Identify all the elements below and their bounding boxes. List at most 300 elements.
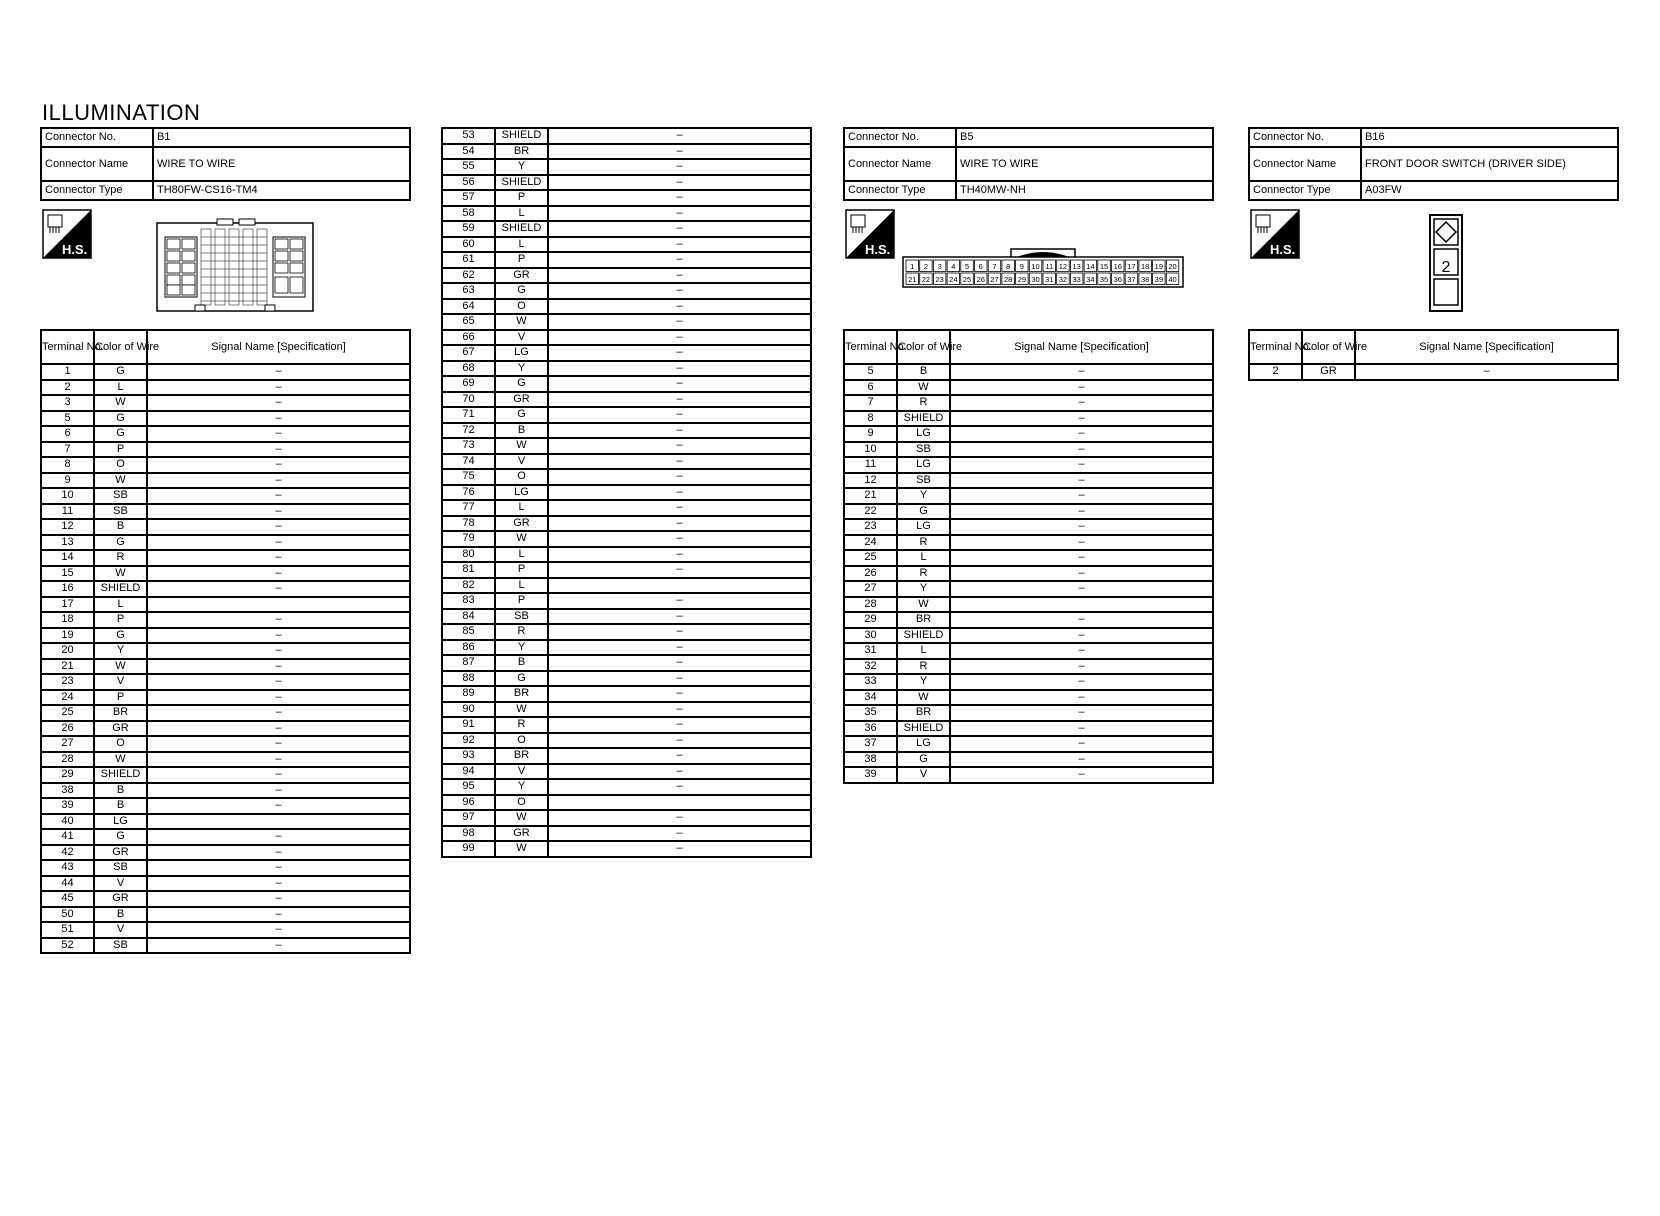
wire-color-cell: L — [495, 578, 548, 594]
signal-name-cell: – — [548, 361, 811, 377]
wire-color-cell: G — [495, 407, 548, 423]
terminal-no-cell: 84 — [442, 609, 495, 625]
b5-pin-label: 29 — [1017, 275, 1027, 284]
signal-name-cell: – — [147, 612, 410, 628]
terminal-no-cell: 10 — [41, 488, 94, 504]
table-row — [41, 535, 410, 551]
harness-side-icon — [845, 209, 895, 259]
wire-color-cell: L — [897, 550, 950, 566]
table-row — [844, 504, 1213, 520]
wire-color-cell: SHIELD — [495, 221, 548, 237]
connector-no-value: B1 — [153, 128, 410, 147]
wire-color-cell: SB — [495, 609, 548, 625]
table-row — [41, 938, 410, 954]
signal-name-cell: – — [548, 516, 811, 532]
table-row — [442, 438, 811, 454]
wire-color-cell: GR — [1302, 364, 1355, 380]
table-row — [442, 516, 811, 532]
wire-color-cell: B — [94, 907, 147, 923]
signal-name-cell: – — [548, 345, 811, 361]
b5-pin-label: 28 — [1003, 275, 1013, 284]
connector-b1-continued-section — [441, 127, 812, 858]
terminal-no-cell: 81 — [442, 562, 495, 578]
table-row — [442, 624, 811, 640]
wire-color-cell: B — [94, 519, 147, 535]
signal-name-cell: – — [548, 407, 811, 423]
terminal-no-cell: 50 — [41, 907, 94, 923]
wire-color-cell: GR — [94, 845, 147, 861]
signal-name-header: Signal Name [Specification] — [1355, 330, 1618, 364]
table-row — [844, 690, 1213, 706]
signal-name-cell: – — [1355, 364, 1618, 380]
signal-name-cell: – — [147, 752, 410, 768]
signal-name-cell: – — [147, 659, 410, 675]
b5-pin-label: 11 — [1045, 262, 1054, 271]
terminal-no-cell: 22 — [844, 504, 897, 520]
terminal-no-cell: 39 — [844, 767, 897, 783]
signal-name-cell — [950, 597, 1213, 613]
b5-pin-label: 6 — [978, 262, 983, 271]
connector-b1-section — [40, 127, 411, 954]
signal-name-cell: – — [548, 175, 811, 191]
terminal-no-cell: 7 — [844, 395, 897, 411]
wire-color-cell: G — [495, 283, 548, 299]
signal-name-cell: – — [548, 159, 811, 175]
wire-color-cell: W — [495, 841, 548, 857]
signal-name-cell: – — [147, 504, 410, 520]
terminal-no-cell: 75 — [442, 469, 495, 485]
b5-pin-label: 12 — [1058, 262, 1068, 271]
table-row — [442, 795, 811, 811]
table-row — [442, 578, 811, 594]
connector-b1-header-table — [40, 127, 411, 201]
signal-name-cell: – — [950, 364, 1213, 380]
wire-color-cell: R — [897, 566, 950, 582]
wire-color-cell: LG — [495, 485, 548, 501]
table-row — [844, 736, 1213, 752]
table-row — [442, 190, 811, 206]
signal-name-cell — [147, 597, 410, 613]
terminal-no-cell: 94 — [442, 764, 495, 780]
table-row — [41, 488, 410, 504]
wire-color-cell: GR — [495, 516, 548, 532]
terminal-no-cell: 69 — [442, 376, 495, 392]
signal-name-cell: – — [147, 457, 410, 473]
terminal-no-cell: 93 — [442, 748, 495, 764]
b5-pin-label: 9 — [1019, 262, 1024, 271]
wire-color-cell: L — [495, 547, 548, 563]
signal-name-cell: – — [548, 671, 811, 687]
signal-name-cell: – — [548, 593, 811, 609]
terminal-no-cell: 8 — [844, 411, 897, 427]
wire-color-cell: G — [495, 376, 548, 392]
signal-name-cell: – — [147, 876, 410, 892]
signal-name-cell: – — [548, 438, 811, 454]
terminal-no-cell: 26 — [41, 721, 94, 737]
connector-b1-face-image — [155, 217, 315, 315]
b5-pin-label: 8 — [1006, 262, 1011, 271]
wire-color-cell: O — [495, 469, 548, 485]
signal-name-cell: – — [548, 547, 811, 563]
table-row — [41, 876, 410, 892]
table-row — [844, 395, 1213, 411]
hs-label: H.S. — [865, 242, 891, 257]
table-row — [442, 299, 811, 315]
signal-name-cell: – — [548, 314, 811, 330]
terminal-no-cell: 3 — [41, 395, 94, 411]
wire-color-cell: SB — [94, 938, 147, 954]
wire-color-cell: SB — [94, 488, 147, 504]
signal-name-cell: – — [548, 268, 811, 284]
terminal-no-cell: 38 — [844, 752, 897, 768]
b5-pin-label: 18 — [1140, 262, 1150, 271]
table-row — [41, 457, 410, 473]
wire-color-cell: V — [897, 767, 950, 783]
b5-pin-label: 32 — [1058, 275, 1068, 284]
signal-name-cell: – — [950, 504, 1213, 520]
wire-color-cell: W — [495, 438, 548, 454]
b5-pin-label: 7 — [992, 262, 997, 271]
terminal-no-cell: 39 — [41, 798, 94, 814]
terminal-no-cell: 30 — [844, 628, 897, 644]
table-row — [844, 643, 1213, 659]
connector-b16-section — [1248, 127, 1619, 381]
connector-no-value: B5 — [956, 128, 1213, 147]
terminal-no-cell: 37 — [844, 736, 897, 752]
terminal-no-cell: 85 — [442, 624, 495, 640]
signal-name-cell: – — [950, 736, 1213, 752]
table-row — [41, 721, 410, 737]
table-row — [442, 841, 811, 857]
terminal-no-cell: 24 — [41, 690, 94, 706]
wire-color-cell: G — [495, 671, 548, 687]
wire-color-cell: O — [495, 299, 548, 315]
wire-color-cell: P — [495, 562, 548, 578]
wire-color-cell: V — [94, 922, 147, 938]
wire-color-cell: P — [495, 190, 548, 206]
connector-b5-terminal-table — [843, 329, 1214, 784]
terminal-no-cell: 25 — [41, 705, 94, 721]
wire-color-cell: P — [495, 252, 548, 268]
table-row — [844, 442, 1213, 458]
connector-b16-terminal-table — [1248, 329, 1619, 381]
b5-pin-label: 2 — [923, 262, 929, 271]
b5-pin-label: 21 — [908, 275, 917, 284]
table-row — [844, 721, 1213, 737]
terminal-no-cell: 71 — [442, 407, 495, 423]
table-row — [844, 550, 1213, 566]
terminal-no-cell: 29 — [844, 612, 897, 628]
table-row — [41, 829, 410, 845]
table-row — [41, 566, 410, 582]
signal-name-cell: – — [950, 566, 1213, 582]
table-row — [41, 907, 410, 923]
signal-name-cell: – — [548, 237, 811, 253]
signal-name-cell: – — [548, 190, 811, 206]
terminal-no-cell: 76 — [442, 485, 495, 501]
wire-color-cell: W — [897, 380, 950, 396]
signal-name-cell: – — [147, 736, 410, 752]
terminal-no-cell: 2 — [1249, 364, 1302, 380]
terminal-no-cell: 99 — [442, 841, 495, 857]
table-row — [442, 345, 811, 361]
wire-color-cell: G — [94, 411, 147, 427]
wire-color-cell: L — [495, 206, 548, 222]
signal-name-cell: – — [950, 473, 1213, 489]
signal-name-cell: – — [950, 721, 1213, 737]
terminal-no-cell: 41 — [41, 829, 94, 845]
terminal-no-cell: 91 — [442, 717, 495, 733]
terminal-no-cell: 87 — [442, 655, 495, 671]
wire-color-cell: O — [94, 457, 147, 473]
signal-name-cell: – — [950, 519, 1213, 535]
signal-name-cell: – — [548, 485, 811, 501]
wire-color-cell: W — [897, 597, 950, 613]
terminal-no-cell: 52 — [41, 938, 94, 954]
terminal-no-cell: 66 — [442, 330, 495, 346]
table-row — [442, 469, 811, 485]
table-row — [442, 640, 811, 656]
wire-color-cell: G — [94, 829, 147, 845]
table-row — [442, 206, 811, 222]
table-row — [442, 547, 811, 563]
terminal-no-cell: 28 — [41, 752, 94, 768]
connector-b5-diagram — [843, 201, 1214, 329]
wire-color-cell: GR — [495, 826, 548, 842]
wire-color-cell: SHIELD — [495, 128, 548, 144]
signal-name-cell: – — [548, 640, 811, 656]
table-row — [41, 814, 410, 830]
b5-pin-label: 34 — [1086, 275, 1095, 284]
table-row — [442, 748, 811, 764]
terminal-no-cell: 17 — [41, 597, 94, 613]
terminal-no-cell: 7 — [41, 442, 94, 458]
hs-label: H.S. — [1270, 242, 1296, 257]
harness-side-icon — [42, 209, 92, 259]
terminal-no-cell: 63 — [442, 283, 495, 299]
table-row — [442, 252, 811, 268]
wire-color-cell: W — [897, 690, 950, 706]
table-row — [41, 519, 410, 535]
signal-name-cell: – — [147, 628, 410, 644]
table-row — [442, 330, 811, 346]
signal-name-cell: – — [950, 488, 1213, 504]
connector-name-value: FRONT DOOR SWITCH (DRIVER SIDE) — [1361, 147, 1618, 181]
table-row — [844, 364, 1213, 380]
terminal-no-cell: 21 — [41, 659, 94, 675]
connector-b1-diagram — [40, 201, 411, 329]
signal-name-cell: – — [147, 860, 410, 876]
wire-color-cell: G — [897, 504, 950, 520]
terminal-no-cell: 72 — [442, 423, 495, 439]
wire-color-cell: O — [94, 736, 147, 752]
table-row — [41, 705, 410, 721]
table-row — [41, 504, 410, 520]
b5-pin-label: 26 — [976, 275, 985, 284]
table-row — [442, 159, 811, 175]
wire-color-cell: V — [495, 454, 548, 470]
table-row — [442, 500, 811, 516]
terminal-no-cell: 23 — [41, 674, 94, 690]
table-row — [844, 674, 1213, 690]
terminal-no-cell: 78 — [442, 516, 495, 532]
signal-name-cell — [548, 578, 811, 594]
color-of-wire-header: Color of Wire — [94, 330, 147, 364]
b5-pin-label: 40 — [1168, 275, 1177, 284]
color-of-wire-header: Color of Wire — [1302, 330, 1355, 364]
signal-name-cell: – — [548, 469, 811, 485]
b5-pin-label: 13 — [1072, 262, 1081, 271]
table-row — [442, 454, 811, 470]
table-row — [41, 643, 410, 659]
b5-pin-label: 10 — [1031, 262, 1040, 271]
terminal-no-cell: 9 — [41, 473, 94, 489]
table-row — [442, 562, 811, 578]
signal-name-cell: – — [950, 612, 1213, 628]
wire-color-cell: BR — [495, 686, 548, 702]
terminal-no-cell: 92 — [442, 733, 495, 749]
terminal-no-cell: 31 — [844, 643, 897, 659]
terminal-no-cell: 23 — [844, 519, 897, 535]
wire-color-cell: W — [495, 531, 548, 547]
b5-pin-label: 37 — [1127, 275, 1136, 284]
table-row — [41, 473, 410, 489]
signal-name-cell: – — [950, 752, 1213, 768]
terminal-no-cell: 12 — [844, 473, 897, 489]
wire-color-cell: Y — [94, 643, 147, 659]
terminal-no-cell: 27 — [844, 581, 897, 597]
table-row — [41, 442, 410, 458]
terminal-no-cell: 5 — [844, 364, 897, 380]
terminal-no-cell: 65 — [442, 314, 495, 330]
b5-pin-label: 15 — [1099, 262, 1109, 271]
b5-pin-label: 30 — [1031, 275, 1040, 284]
wire-color-cell: P — [94, 690, 147, 706]
terminal-no-cell: 98 — [442, 826, 495, 842]
connector-no-label: Connector No. — [41, 128, 153, 147]
wire-color-cell: W — [495, 810, 548, 826]
table-row — [442, 764, 811, 780]
terminal-no-cell: 24 — [844, 535, 897, 551]
signal-name-cell: – — [147, 922, 410, 938]
wire-color-cell: W — [94, 659, 147, 675]
signal-name-cell: – — [147, 488, 410, 504]
signal-name-cell: – — [147, 442, 410, 458]
signal-name-header: Signal Name [Specification] — [950, 330, 1213, 364]
table-row — [844, 752, 1213, 768]
signal-name-cell: – — [548, 330, 811, 346]
terminal-no-cell: 58 — [442, 206, 495, 222]
wire-color-cell: P — [94, 442, 147, 458]
wire-color-cell: R — [897, 535, 950, 551]
signal-name-cell: – — [147, 566, 410, 582]
table-row — [442, 283, 811, 299]
wire-color-cell: Y — [897, 674, 950, 690]
wire-color-cell: SHIELD — [94, 581, 147, 597]
terminal-no-header: Terminal No. — [844, 330, 897, 364]
wire-color-cell: Y — [495, 159, 548, 175]
b5-pin-label: 1 — [910, 262, 915, 271]
harness-side-icon — [1250, 209, 1300, 259]
b5-pin-label: 16 — [1113, 262, 1122, 271]
table-row — [41, 380, 410, 396]
table-row — [442, 686, 811, 702]
terminal-no-cell: 12 — [41, 519, 94, 535]
b5-pin-label: 19 — [1154, 262, 1164, 271]
wire-color-cell: B — [94, 783, 147, 799]
terminal-no-cell: 51 — [41, 922, 94, 938]
b5-pin-label: 4 — [951, 262, 956, 271]
table-row — [442, 671, 811, 687]
table-row — [442, 128, 811, 144]
table-row — [442, 810, 811, 826]
table-row — [442, 376, 811, 392]
table-row — [442, 702, 811, 718]
wire-color-cell: G — [897, 752, 950, 768]
wire-color-cell: LG — [495, 345, 548, 361]
terminal-no-cell: 56 — [442, 175, 495, 191]
wire-color-cell: GR — [94, 721, 147, 737]
terminal-no-cell: 21 — [844, 488, 897, 504]
connector-type-value: TH40MW-NH — [956, 181, 1213, 200]
terminal-no-cell: 13 — [41, 535, 94, 551]
signal-name-cell: – — [147, 845, 410, 861]
signal-name-cell: – — [548, 500, 811, 516]
wire-color-cell: B — [897, 364, 950, 380]
table-row — [442, 221, 811, 237]
terminal-no-cell: 68 — [442, 361, 495, 377]
terminal-no-cell: 88 — [442, 671, 495, 687]
signal-name-cell: – — [950, 457, 1213, 473]
signal-name-cell: – — [548, 717, 811, 733]
signal-name-cell: – — [548, 702, 811, 718]
connector-type-label: Connector Type — [1249, 181, 1361, 200]
connector-b16-header-table — [1248, 127, 1619, 201]
b5-pin-label: 23 — [935, 275, 944, 284]
terminal-no-cell: 32 — [844, 659, 897, 675]
signal-name-cell: – — [950, 767, 1213, 783]
wire-color-cell: R — [897, 659, 950, 675]
terminal-no-cell: 62 — [442, 268, 495, 284]
signal-name-cell: – — [147, 674, 410, 690]
b5-pin-label: 27 — [990, 275, 999, 284]
terminal-no-cell: 5 — [41, 411, 94, 427]
wire-color-cell: W — [94, 473, 147, 489]
wire-color-cell: Y — [897, 488, 950, 504]
connector-b5-section — [843, 127, 1214, 784]
terminal-no-cell: 43 — [41, 860, 94, 876]
wire-color-cell: LG — [897, 736, 950, 752]
terminal-no-cell: 57 — [442, 190, 495, 206]
table-row — [442, 392, 811, 408]
b5-pin-label: 5 — [964, 262, 970, 271]
terminal-no-cell: 96 — [442, 795, 495, 811]
signal-name-cell — [147, 814, 410, 830]
table-row — [442, 655, 811, 671]
signal-name-cell: – — [147, 783, 410, 799]
signal-name-cell: – — [147, 473, 410, 489]
terminal-no-cell: 34 — [844, 690, 897, 706]
connector-b1-terminal-table-continued — [441, 127, 812, 858]
b5-pin-label: 17 — [1127, 262, 1136, 271]
connector-b16-diagram — [1248, 201, 1619, 329]
wire-color-cell: R — [94, 550, 147, 566]
table-row — [41, 891, 410, 907]
signal-name-cell: – — [950, 535, 1213, 551]
wire-color-cell: W — [94, 566, 147, 582]
terminal-no-cell: 90 — [442, 702, 495, 718]
wire-color-cell: Y — [495, 361, 548, 377]
